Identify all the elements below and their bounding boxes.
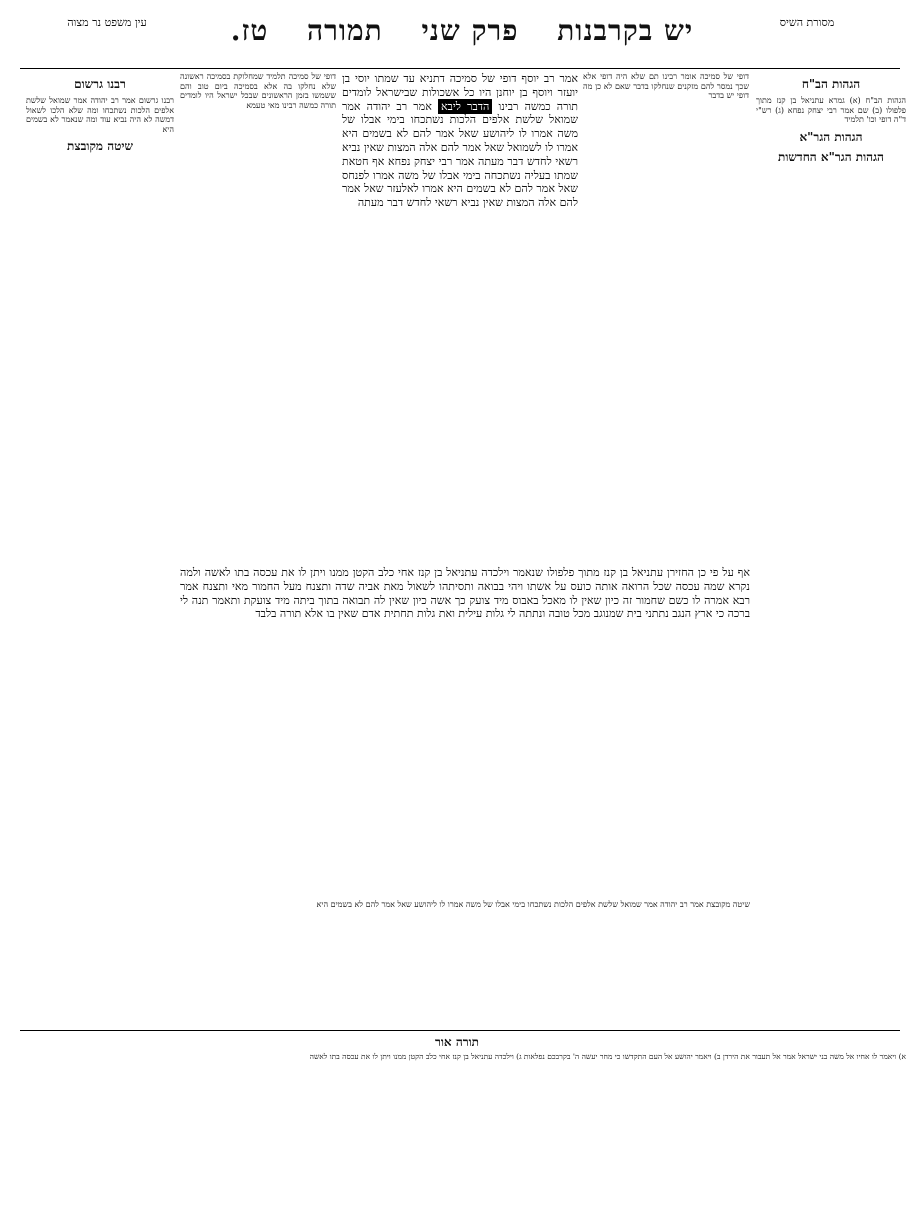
title-part-1: יש בקרבנות <box>557 14 694 47</box>
title-part-3: תמורה <box>307 14 383 47</box>
rashi-column <box>180 72 336 560</box>
torah-or-section <box>26 1052 906 1202</box>
torah-or-title: תורה אור <box>434 1035 480 1049</box>
rashi-text: דופי של סמיכה תלמיד שמחלוקת בסמיכה ראשונה שלא נחלקו בה אלא בסמיכה ביום טוב והם ששמשו בזמן הראשונים שבכל ישראל היו לומדים תורה כמשה רבינו מאי טעמא <box>180 72 336 110</box>
highlighted-term: הדבר ליבא <box>438 99 492 114</box>
main-gemara-text <box>180 566 750 896</box>
torah-or-text: א) ויאמר לו אחיו אל משה בני ישראל אמר אל תעבור את הירדן ב) ויאמר יהושע אל העם התקדשו כי מחר יעשה ה' בקרבכם נפלאות ג) וילכדה עתניאל בן קנז אחי כלב הקטן ממנו ויתן לו את עכסה בתו לאשה <box>309 1052 906 1061</box>
gemara-text-rest: אמר רב יהודה אמר שמואל שלשת אלפים הלכות נשתכחו בימי אבלו של משה אמרו לו ליהושע שאל אמר להם לא בשמים היא אמרו לו לשמואל שאל אמר להם אלה המצות שאין נביא רשאי לחדש דבר מעתה אמר רבי יצחק נפחא אף חטאת שמתו בעליה נשתכחה בימי אבלו של משה אמרו לפנחס שאל אמר להם לא בשמים היא אמרו לאלעזר שאל אמר להם אלה המצות שאין נביא רשאי לחדש דבר מעתה <box>342 99 578 210</box>
hagahot-hagra-new-title: הגהות הגר"א החדשות <box>778 149 884 164</box>
right-margin-column <box>756 72 906 1082</box>
main-text-body: אף על פי כן החזירן עתניאל בן קנז מתוך פלפולו שנאמר וילכדה עתניאל בן קנז אחי כלב הקטן ממנו ויתן לו את עכסה בתו לאשה ולמה נקרא שמה עכסה שכל הרואה אותה כועס על אשתו ויהי בבואה ותסיתהו לשאול מאת אביה שדה ותצנח מעל החמור מאי ותצנח אמר רבא אמרה לו כשם שחמור זה כיון שאין לו מאכל באבוס מיד צועק כך אשה כיון שאין לה תבואה בתוך ביתה מיד צועקת ותאמר תנה לי ברכה כי ארץ הנגב נתתני בית שמנוגב מכל טובה ונתתה לי גלות עילית ואת גלות תחתית אדם שאין בו אלא תורה בלבד <box>180 566 750 621</box>
tosafot-column <box>583 72 749 560</box>
hagahot-hagra-title: הגהות הגר"א <box>799 129 863 144</box>
gemara-text-top: אמר רב יוסף דופי של סמיכה דתניא עד שמתו יוסי בן יועזר ויוסף בן יוחנן היו כל אשכולות שבישראל לומדים תורה כמשה רבינו <box>342 72 578 113</box>
title-part-2: פרק שני <box>421 14 519 47</box>
header-rule <box>20 68 900 69</box>
left-margin-column <box>26 72 174 1082</box>
page-title <box>212 14 712 48</box>
lower-commentary <box>180 900 750 1030</box>
gemara-column <box>342 72 578 560</box>
hagahot-habach-title: הגהות הב"ח <box>801 77 861 91</box>
lower-commentary-text: שיטה מקובצת אמר רב יהודה אמר שמואל שלשת אלפים הלכות נשתכחו בימי אבלו של משה אמרו לו ליהושע שאל אמר להם לא בשמים היא <box>316 900 750 909</box>
footer-rule <box>20 1030 900 1031</box>
tosafot-text: דופי של סמיכה אומר רבינו תם שלא היה דופי אלא שכך נמסר להם מזקנים שנחלקו בדבר שאם לא כן מה דופי יש בדבר <box>583 72 749 100</box>
right-margin-text: הגהות הב"ח (א) גמרא עתניאל בן קנז מתוך פלפולו (ב) שם אמר רבי יצחק נפחא (ג) רש"י ד"ה דופי וכו' תלמיד <box>756 96 906 124</box>
page-header <box>0 6 914 70</box>
title-part-4: טז. <box>230 14 269 47</box>
ein-mishpat-label: עין משפט נר מצוה <box>67 16 147 29</box>
shita-mekubetzet-title: שיטה מקובצת <box>67 139 133 153</box>
masoret-hashas-label: מסורת השיס <box>779 16 835 29</box>
left-margin-text: רבנו גרשום אמר רב יהודה אמר שמואל שלשת אלפים הלכות נשתכחו ומה שלא הלכו לשאול דמשה לא היה נביא עוד ומה שנאמר לא בשמים היא <box>26 96 174 134</box>
rabbeinu-gershom-title: רבנו גרשום <box>74 77 126 91</box>
